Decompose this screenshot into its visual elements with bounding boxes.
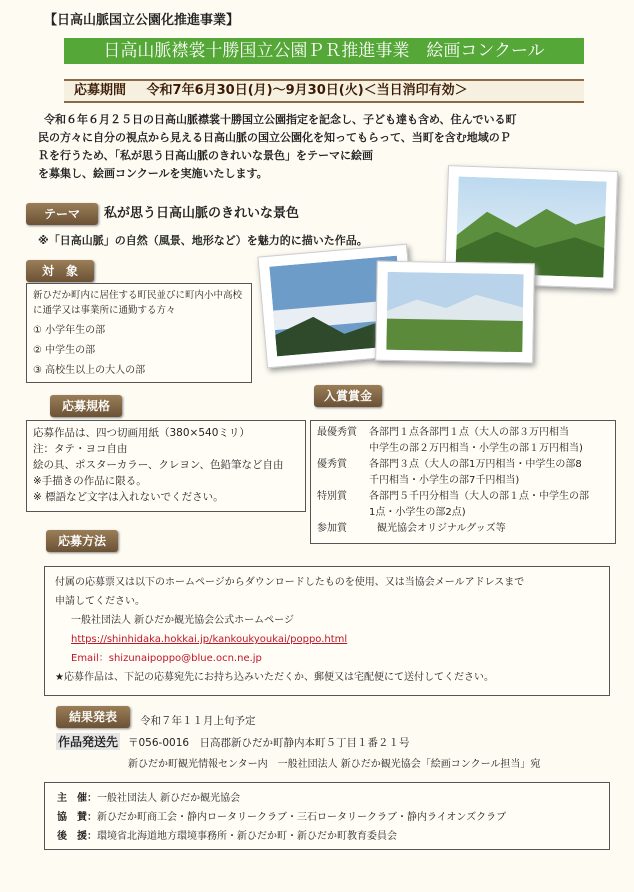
theme-title: 私が思う日高山脈のきれいな景色: [104, 206, 300, 221]
rules-line: ※ 標語など文字は入れないでください。: [33, 491, 224, 503]
footer-row: [57, 789, 597, 808]
backing-text: 環境省北海道地方環境事務所・新ひだか町・新ひだか町教育委員会: [97, 831, 397, 842]
period-label: 応募期間: [74, 83, 127, 98]
bracket-title: 【日高山脈国立公園化推進事業】: [44, 13, 240, 28]
delivery-line: 新ひだか町観光情報センター内 一般社団法人 新ひだか観光協会「絵画コンクール担当」宛: [128, 759, 541, 770]
host-text: 一般社団法人 新ひだか観光協会: [97, 793, 241, 804]
intro-line: 令和６年６月２５日の日高山脈襟裳十勝国立公園指定を記念し、子ども達も含め、住んでいる町: [44, 113, 517, 126]
method-line: ★応募作品は、下記の応募宛先にお持ち込みいただくか、郵便又は宅配便にて送付してください。: [55, 672, 494, 683]
prize-name: 最優秀賞: [317, 427, 357, 438]
prize-text: 観光協会オリジナルグッズ等: [377, 523, 506, 534]
target-line: 新ひだか町内に居住する町民並びに町内小中高校: [33, 290, 243, 301]
rules-line: ※手描きの作品に限る。: [33, 475, 147, 487]
prize-text: 千円相当・小学生の部7千円相当): [369, 475, 520, 486]
prize-text: 各部門１点各部門１点（大人の部３万円相当: [369, 427, 569, 438]
homepage-link[interactable]: https://shinhidaka.hokkai.jp/kankoukyoukai/poppo.html: [71, 634, 348, 645]
banner-title: 日高山脈襟裳十勝国立公園ＰＲ推進事業 絵画コンクール: [64, 38, 584, 64]
footer-row: [57, 827, 597, 846]
prize-row: [317, 521, 609, 537]
method-line: 付属の応募票又は以下のホームページからダウンロードしたものを使用、又は当協会メールアドレスまで: [55, 577, 525, 588]
intro-line: 民の方々に自分の視点から見える日高山脈の国立公園化を知ってもらって、当町を含む地域のＰ: [38, 131, 511, 144]
method-badge: 応募方法: [46, 530, 118, 552]
rules-box: [26, 420, 306, 512]
host-label: 主 催：: [57, 793, 97, 804]
period-bar: [64, 79, 584, 103]
rules-line: 注：タテ・ヨコ自由: [33, 443, 128, 455]
period-text: 令和7年6月30日(月)～9月30日(火)＜当日消印有効＞: [146, 83, 468, 98]
email-link[interactable]: Email：shizunaipoppo@blue.ocn.ne.jp: [71, 653, 262, 664]
prize-text: 中学生の部２万円相当・小学生の部１万円相当): [369, 443, 583, 454]
rules-badge: 応募規格: [50, 395, 122, 417]
prize-name: 参加賞: [317, 523, 347, 534]
target-item: ② 中学生の部: [33, 345, 96, 356]
photo-pasture: [375, 261, 535, 364]
support-label: 協 賛：: [57, 812, 97, 823]
target-item: ① 小学年生の部: [33, 325, 106, 336]
footer-row: [57, 808, 597, 827]
theme-badge: テーマ: [26, 203, 98, 225]
target-line: に通学又は事業所に通勤する方々: [33, 305, 176, 316]
target-item: ③ 高校生以上の大人の部: [33, 365, 146, 376]
prize-text: 各部門５千円分相当（大人の部１点・中学生の部: [369, 491, 589, 502]
prize-name: 特別賞: [317, 491, 347, 502]
prize-row: [317, 489, 609, 521]
intro-text: [38, 111, 517, 183]
prize-row: [317, 457, 609, 489]
intro-line: を募集し、絵画コンクールを実施いたします。: [38, 167, 268, 180]
target-badge: 対 象: [26, 260, 94, 282]
footer-box: [44, 782, 610, 850]
backing-label: 後 援：: [57, 831, 97, 842]
intro-line: Ｒを行うため、「私が思う日高山脈のきれいな景色」をテーマに絵画: [38, 149, 374, 162]
prizes-badge: 入賞賞金: [314, 385, 382, 407]
method-box: [44, 566, 610, 696]
method-line: 一般社団法人 新ひだか観光協会公式ホームページ: [71, 615, 294, 626]
prizes-box: [310, 420, 616, 544]
target-box: [26, 283, 252, 383]
prize-text: 1点・小学生の部2点): [369, 507, 466, 518]
result-text: 令和７年１１月上旬予定: [140, 715, 256, 727]
delivery-label: 作品発送先: [58, 735, 119, 749]
prize-text: 各部門３点（大人の部1万円相当・中学生の部8: [369, 459, 582, 470]
result-badge: 結果発表: [56, 706, 130, 728]
delivery-line: 〒056-0016 日高郡新ひだか町静内本町５丁目１番２１号: [128, 737, 410, 749]
rules-line: 応募作品は、四つ切画用紙（380×540ミリ）: [33, 427, 250, 439]
method-line: 申請してください。: [55, 596, 145, 607]
theme-note: ※「日高山脈」の自然（風景、地形など）を魅力的に描いた作品。: [38, 234, 368, 247]
prize-name: 優秀賞: [317, 459, 347, 470]
support-text: 新ひだか町商工会・静内ロータリークラブ・三石ロータリークラブ・静内ライオンズクラブ: [97, 812, 507, 823]
prize-row: [317, 425, 609, 457]
rules-line: 絵の具、ポスターカラー、クレヨン、色鉛筆など自由: [33, 459, 284, 471]
